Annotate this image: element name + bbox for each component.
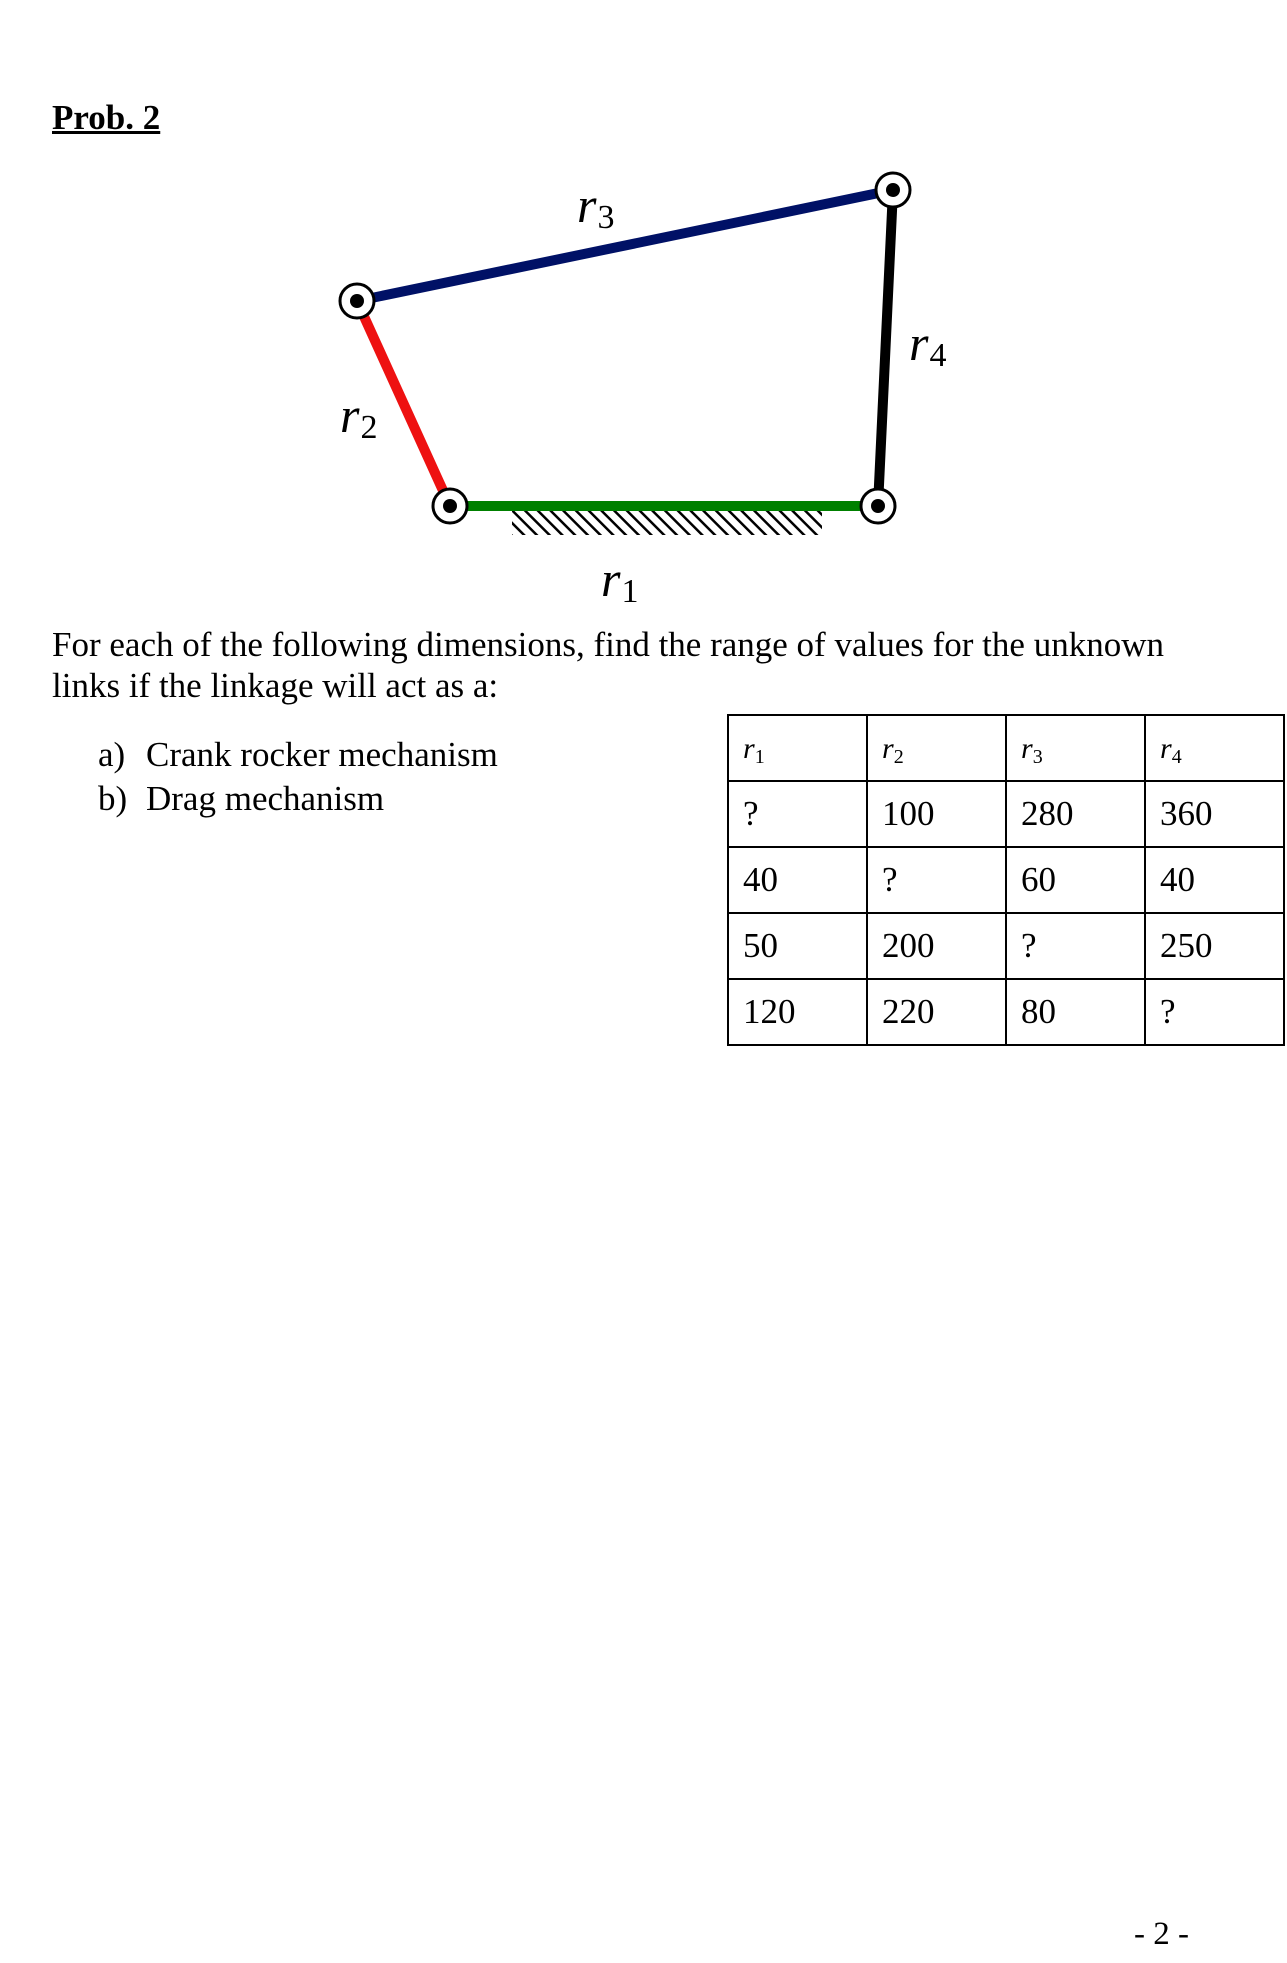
label-r3: r3 bbox=[577, 177, 615, 236]
table-row bbox=[728, 913, 1284, 979]
table-cell: 250 bbox=[1145, 913, 1284, 979]
task-list bbox=[98, 733, 498, 821]
joint-a bbox=[340, 284, 374, 318]
table-row bbox=[728, 847, 1284, 913]
table-cell: ? bbox=[1006, 913, 1145, 979]
header-r4: r4 bbox=[1145, 715, 1284, 781]
task-marker: b) bbox=[98, 779, 128, 818]
table-cell: 200 bbox=[867, 913, 1006, 979]
table-header-row bbox=[728, 715, 1284, 781]
table-cell: 100 bbox=[867, 781, 1006, 847]
joint-o2 bbox=[433, 489, 467, 523]
table-cell: ? bbox=[1145, 979, 1284, 1045]
problem-title: Prob. 2 bbox=[52, 98, 161, 137]
link-r2 bbox=[357, 301, 450, 506]
task-item bbox=[98, 777, 498, 821]
task-marker: a) bbox=[98, 735, 126, 774]
task-text: Drag mechanism bbox=[146, 779, 385, 818]
table-cell: 80 bbox=[1006, 979, 1145, 1045]
label-r1: r1 bbox=[601, 551, 639, 610]
table-row bbox=[728, 781, 1284, 847]
table-row bbox=[728, 979, 1284, 1045]
label-r4: r4 bbox=[909, 315, 947, 374]
table-cell: 40 bbox=[1145, 847, 1284, 913]
page-number: - 2 - bbox=[1134, 1916, 1189, 1952]
table-cell: 220 bbox=[867, 979, 1006, 1045]
joint-b bbox=[876, 173, 910, 207]
four-bar-linkage-diagram bbox=[0, 0, 1287, 640]
link-r4 bbox=[878, 190, 893, 506]
link-r3 bbox=[357, 190, 893, 301]
dimensions-table bbox=[727, 714, 1285, 1046]
task-item bbox=[98, 733, 498, 777]
label-r2: r2 bbox=[340, 387, 378, 446]
ground-hatch bbox=[512, 511, 822, 535]
header-r3: r3 bbox=[1006, 715, 1145, 781]
joint-o4 bbox=[861, 489, 895, 523]
header-r1: r1 bbox=[728, 715, 867, 781]
table-cell: ? bbox=[867, 847, 1006, 913]
intro-text: For each of the following dimensions, find the range of values for the unknown links if the linkage will act as a: bbox=[52, 625, 1164, 705]
table-cell: 50 bbox=[728, 913, 867, 979]
table-cell: 60 bbox=[1006, 847, 1145, 913]
table-cell: 280 bbox=[1006, 781, 1145, 847]
table-cell: ? bbox=[728, 781, 867, 847]
task-text: Crank rocker mechanism bbox=[146, 735, 498, 774]
table-cell: 120 bbox=[728, 979, 867, 1045]
header-r2: r2 bbox=[867, 715, 1006, 781]
table-cell: 360 bbox=[1145, 781, 1284, 847]
table-cell: 40 bbox=[728, 847, 867, 913]
